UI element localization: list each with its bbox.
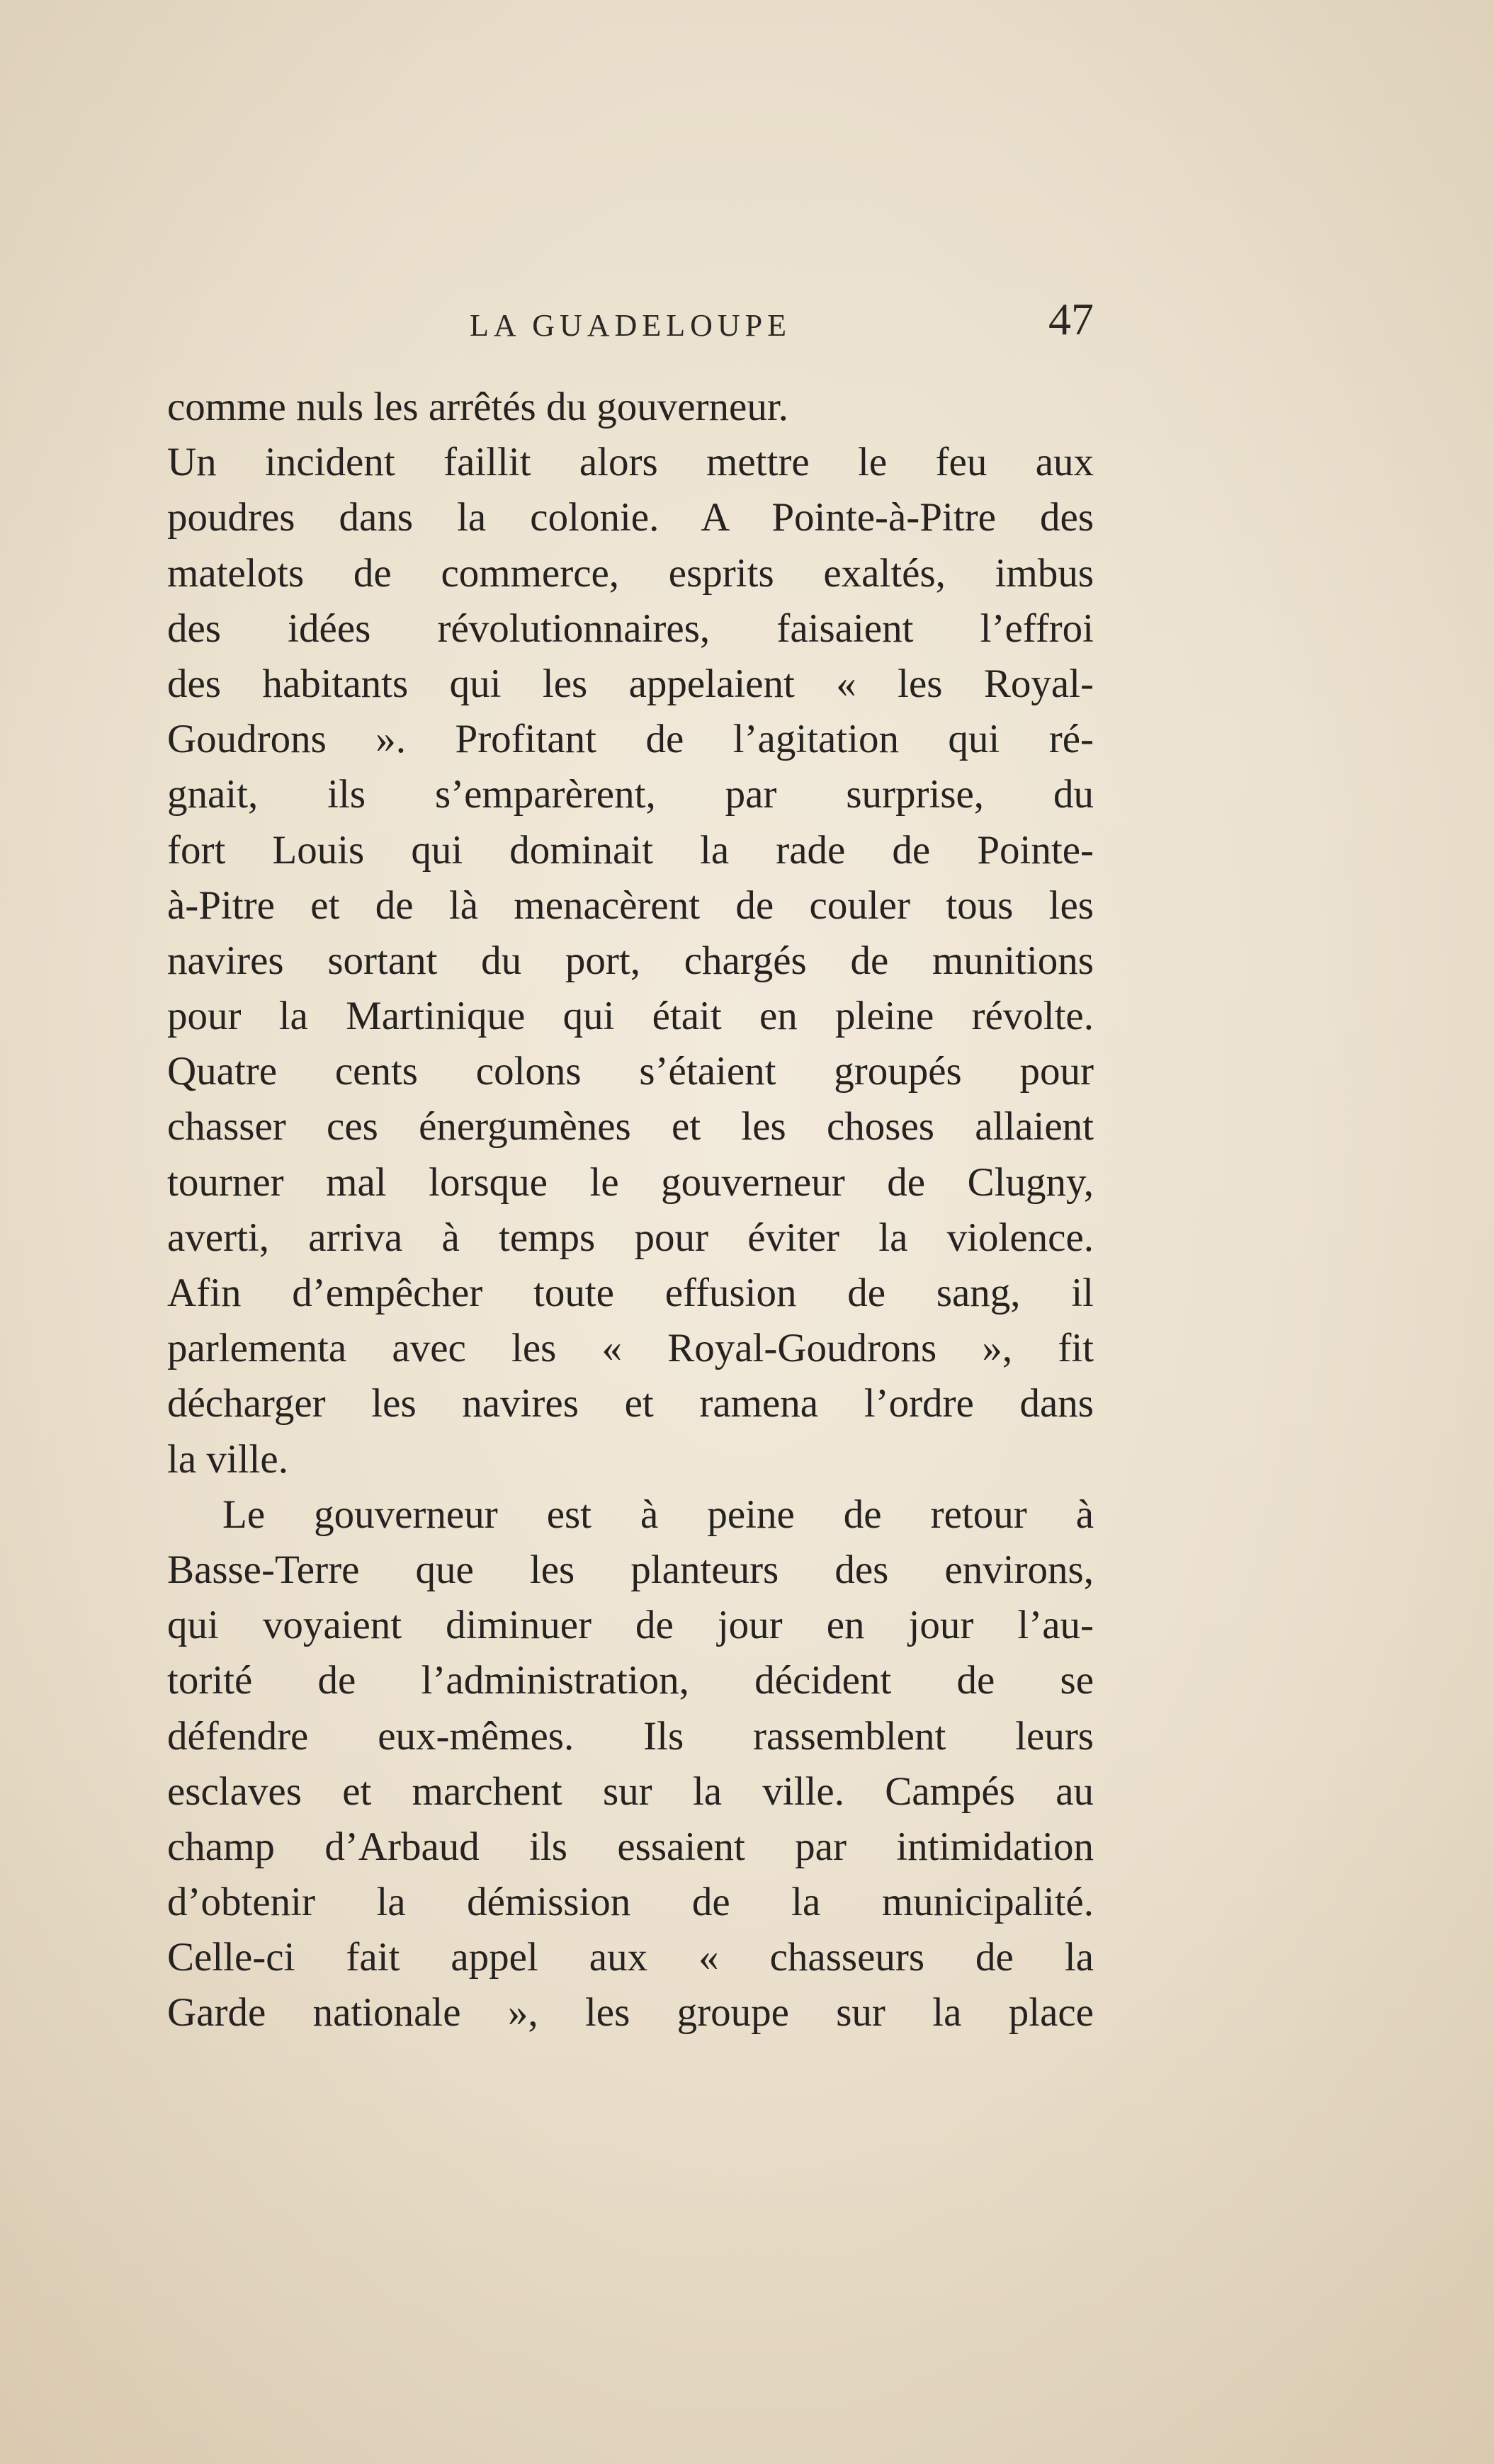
running-head — [167, 294, 1094, 347]
text-line: défendre eux-mêmes. Ils rassemblent leurs — [167, 1713, 1094, 1759]
text-line: champ d’Arbaud ils essaient par intimidation — [167, 1824, 1094, 1869]
text-line: fort Louis qui dominait la rade de Pointe- — [167, 827, 1094, 873]
text-line: Goudrons ». Profitant de l’agitation qui ré- — [167, 717, 1094, 762]
text-line: chasser ces énergumènes et les choses allaient — [167, 1104, 1094, 1149]
text-line: Un incident faillit alors mettre le feu aux — [167, 440, 1094, 485]
text-line: d’obtenir la démission de la municipalité. — [167, 1880, 1094, 1925]
text-line: Basse-Terre que les planteurs des environs, — [167, 1547, 1094, 1592]
text-line: Afin d’empêcher toute effusion de sang, il — [167, 1271, 1094, 1315]
text-line: gnait, ils s’emparèrent, par surprise, du — [167, 772, 1094, 817]
text-line: des idées révolutionnaires, faisaient l’effroi — [167, 606, 1094, 651]
text-line: navires sortant du port, chargés de munitions — [167, 938, 1094, 983]
text-line: esclaves et marchent sur la ville. Campés au — [167, 1768, 1094, 1814]
text-line: qui voyaient diminuer de jour en jour l’au- — [167, 1603, 1094, 1648]
text-line: parlementa avec les « Royal-Goudrons », fit — [167, 1326, 1094, 1371]
text-line: Quatre cents colons s’étaient groupés pour — [167, 1049, 1094, 1094]
text-line: Le gouverneur est à peine de retour à — [222, 1492, 1094, 1537]
text-line: des habitants qui les appelaient « les Royal- — [167, 661, 1094, 706]
text-line: Garde nationale », les groupe sur la place — [167, 1990, 1094, 2036]
text-line: à-Pitre et de là menacèrent de couler tous les — [167, 882, 1094, 928]
text-line: décharger les navires et ramena l’ordre dans — [167, 1381, 1094, 1426]
text-line: matelots de commerce, esprits exaltés, imbus — [167, 550, 1094, 596]
body-text — [167, 380, 1094, 2041]
text-line: averti, arriva à temps pour éviter la violence. — [167, 1215, 1094, 1260]
text-line: pour la Martinique qui était en pleine révolte. — [167, 994, 1094, 1039]
running-title: LA GUADELOUPE — [470, 308, 791, 343]
text-line: Celle-ci fait appel aux « chasseurs de la — [167, 1935, 1094, 1980]
text-line: comme nuls les arrêtés du gouverneur. — [167, 385, 788, 429]
text-line: poudres dans la colonie. A Pointe-à-Pitre des — [167, 495, 1094, 540]
text-line: tourner mal lorsque le gouverneur de Clugny, — [167, 1159, 1094, 1205]
text-line: torité de l’administration, décident de se — [167, 1658, 1094, 1703]
text-line: la ville. — [167, 1436, 288, 1482]
page-number: 47 — [1048, 294, 1094, 344]
